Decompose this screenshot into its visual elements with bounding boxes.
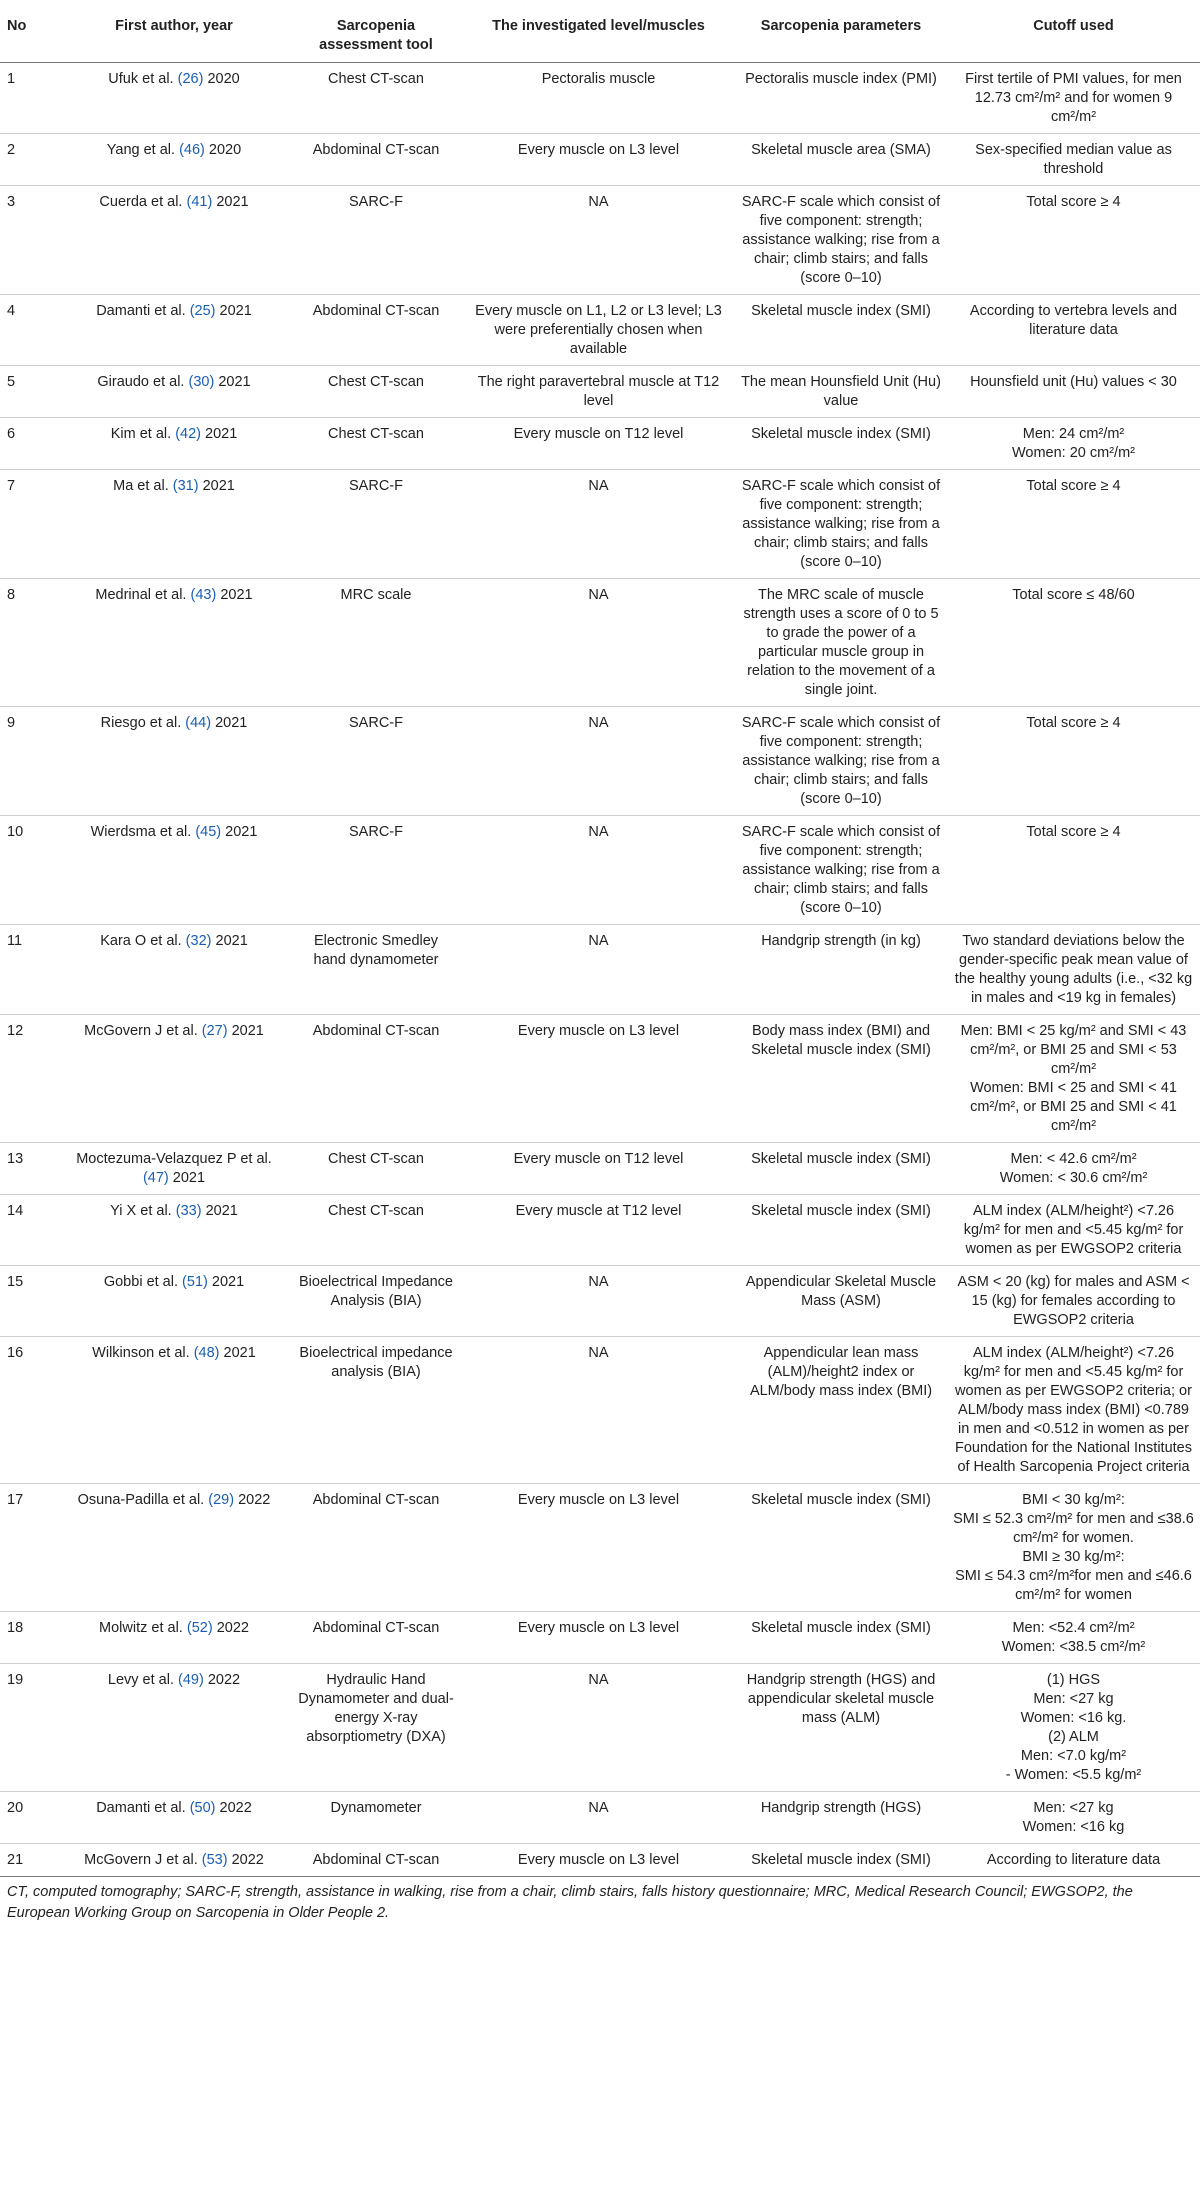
parameters-cell: Handgrip strength (HGS) <box>735 1792 947 1844</box>
table-row <box>0 1664 1200 1792</box>
investigated-level-cell: Every muscle on L3 level <box>462 1015 735 1143</box>
cutoff-line: Men: BMI < 25 kg/m² and SMI < 43 cm²/m², or BMI 25 and SMI < 53 cm²/m² <box>960 1023 1187 1077</box>
author-name: Giraudo et al. <box>97 374 185 390</box>
investigated-level-cell: NA <box>462 579 735 707</box>
author-name: Wilkinson et al. <box>92 1345 190 1361</box>
cutoff-line: BMI ≥ 30 kg/m²: <box>1022 1549 1125 1565</box>
cutoff-cell <box>947 366 1200 418</box>
parameters-cell: Skeletal muscle index (SMI) <box>735 1195 947 1266</box>
cutoff-line: ALM index (ALM/height²) <7.26 kg/m² for men and <5.45 kg/m² for women as per EWGSOP2 criteria; or ALM/body mass index (BMI) <0.789 in men and <0.512 in women as per Foundation for the National Institutes of Health Sarcopenia Project criteria <box>955 1345 1192 1475</box>
author-cell <box>58 925 290 1015</box>
parameters-cell: Skeletal muscle index (SMI) <box>735 1612 947 1664</box>
investigated-level-cell: Every muscle on L1, L2 or L3 level; L3 were preferentially chosen when available <box>462 295 735 366</box>
author-cell <box>58 470 290 579</box>
table-row <box>0 1792 1200 1844</box>
reference-link[interactable]: (31) <box>172 478 199 494</box>
assessment-tool-cell: MRC scale <box>290 579 462 707</box>
investigated-level-cell: Every muscle on L3 level <box>462 1612 735 1664</box>
author-name: Yi X et al. <box>110 1203 172 1219</box>
author-cell <box>58 1143 290 1195</box>
table-row <box>0 1143 1200 1195</box>
cutoff-line: BMI < 30 kg/m²: <box>1022 1492 1125 1508</box>
parameters-cell: Skeletal muscle index (SMI) <box>735 1844 947 1877</box>
cutoff-line: Total score ≥ 4 <box>1026 715 1121 731</box>
cutoff-line: Total score ≥ 4 <box>1026 194 1121 210</box>
reference-link[interactable]: (32) <box>185 933 212 949</box>
assessment-tool-cell: SARC-F <box>290 816 462 925</box>
assessment-tool-cell: Abdominal CT-scan <box>290 1484 462 1612</box>
table-row <box>0 925 1200 1015</box>
publication-year: 2021 <box>231 1023 264 1039</box>
author-cell <box>58 1792 290 1844</box>
author-name: Ufuk et al. <box>108 71 174 87</box>
cutoff-cell <box>947 295 1200 366</box>
parameters-cell: Skeletal muscle index (SMI) <box>735 1484 947 1612</box>
parameters-cell: SARC-F scale which consist of five component: strength; assistance walking; rise from a chair; climb stairs; and falls (score 0–10) <box>735 186 947 295</box>
cutoff-line: ASM < 20 (kg) for males and ASM < 15 (kg) for females according to EWGSOP2 criteria <box>957 1274 1190 1328</box>
investigated-level-cell: NA <box>462 925 735 1015</box>
assessment-tool-cell: Chest CT-scan <box>290 1195 462 1266</box>
table-row <box>0 186 1200 295</box>
assessment-tool-cell: Hydraulic Hand Dynamometer and dual-energy X-ray absorptiometry (DXA) <box>290 1664 462 1792</box>
reference-link[interactable]: (42) <box>175 426 201 442</box>
author-cell <box>58 1266 290 1337</box>
reference-link[interactable]: (46) <box>179 142 205 158</box>
header-params: Sarcopenia parameters <box>735 0 947 63</box>
assessment-tool-cell: Dynamometer <box>290 1792 462 1844</box>
publication-year: 2021 <box>211 1274 245 1290</box>
cutoff-line: (1) HGS <box>1046 1672 1101 1688</box>
cutoff-line: Total score ≥ 4 <box>1026 824 1121 840</box>
parameters-cell: Skeletal muscle index (SMI) <box>735 1143 947 1195</box>
header-no: No <box>0 0 58 63</box>
cutoff-line: Men: <7.0 kg/m² <box>1020 1748 1127 1764</box>
assessment-tool-cell: Chest CT-scan <box>290 366 462 418</box>
table-row <box>0 1195 1200 1266</box>
assessment-tool-cell: Abdominal CT-scan <box>290 134 462 186</box>
assessment-tool-cell: Chest CT-scan <box>290 63 462 134</box>
author-name: Moctezuma-Velazquez P et al. <box>76 1151 272 1167</box>
table-row <box>0 579 1200 707</box>
author-name: Ma et al. <box>113 478 169 494</box>
cutoff-line: Women: <38.5 cm²/m² <box>1001 1639 1146 1655</box>
author-name: Osuna-Padilla et al. <box>77 1492 205 1508</box>
cutoff-line: Men: <27 kg <box>1033 1691 1114 1707</box>
investigated-level-cell: Every muscle on L3 level <box>462 1844 735 1877</box>
header-tool: Sarcopenia assessment tool <box>290 0 462 63</box>
parameters-cell: SARC-F scale which consist of five component: strength; assistance walking; rise from a chair; climb stairs; and falls (score 0–10) <box>735 707 947 816</box>
cutoff-line: Men: 24 cm²/m² <box>1022 426 1125 442</box>
publication-year: 2022 <box>238 1492 271 1508</box>
row-number: 5 <box>0 366 58 418</box>
assessment-tool-cell: SARC-F <box>290 186 462 295</box>
reference-link[interactable]: (41) <box>186 194 213 210</box>
cutoff-line: Total score ≥ 4 <box>1026 478 1121 494</box>
header-cutoff: Cutoff used <box>947 0 1200 63</box>
cutoff-cell <box>947 1792 1200 1844</box>
author-cell <box>58 63 290 134</box>
assessment-tool-cell: Abdominal CT-scan <box>290 1015 462 1143</box>
cutoff-cell <box>947 816 1200 925</box>
publication-year: 2021 <box>215 933 248 949</box>
publication-year: 2020 <box>207 71 240 87</box>
investigated-level-cell: Every muscle at T12 level <box>462 1195 735 1266</box>
author-name: Yang et al. <box>106 142 176 158</box>
cutoff-line: - Women: <5.5 kg/m² <box>1005 1767 1142 1783</box>
publication-year: 2021 <box>225 824 258 840</box>
reference-link[interactable]: (27) <box>201 1023 228 1039</box>
cutoff-line: Women: <16 kg. <box>1020 1710 1127 1726</box>
cutoff-cell <box>947 1195 1200 1266</box>
investigated-level-cell: Every muscle on T12 level <box>462 1143 735 1195</box>
author-name: Riesgo et al. <box>100 715 182 731</box>
assessment-tool-cell: Bioelectrical Impedance Analysis (BIA) <box>290 1266 462 1337</box>
row-number: 4 <box>0 295 58 366</box>
author-name: Kim et al. <box>110 426 172 442</box>
row-number: 11 <box>0 925 58 1015</box>
investigated-level-cell: NA <box>462 1266 735 1337</box>
publication-year: 2022 <box>231 1852 264 1868</box>
cutoff-line: Hounsfield unit (Hu) values < 30 <box>970 374 1177 390</box>
row-number: 2 <box>0 134 58 186</box>
cutoff-line: According to vertebra levels and literature data <box>969 303 1178 338</box>
publication-year: 2021 <box>219 303 252 319</box>
table-row <box>0 1337 1200 1484</box>
reference-link[interactable]: (49) <box>178 1672 204 1688</box>
cutoff-line: Men: < 42.6 cm²/m² <box>1010 1151 1137 1167</box>
row-number: 6 <box>0 418 58 470</box>
cutoff-line: (2) ALM <box>1048 1729 1099 1745</box>
header-level: The investigated level/muscles <box>462 0 735 63</box>
assessment-tool-cell: Abdominal CT-scan <box>290 1612 462 1664</box>
author-cell <box>58 1844 290 1877</box>
parameters-cell: Body mass index (BMI) and Skeletal muscle index (SMI) <box>735 1015 947 1143</box>
row-number: 19 <box>0 1664 58 1792</box>
table-body <box>0 63 1200 1877</box>
investigated-level-cell: NA <box>462 470 735 579</box>
cutoff-line: Women: 20 cm²/m² <box>1011 445 1135 461</box>
publication-year: 2021 <box>215 715 248 731</box>
author-cell <box>58 1484 290 1612</box>
cutoff-cell <box>947 63 1200 134</box>
table-footnote: CT, computed tomography; SARC-F, strength, assistance in walking, rise from a chair, climb stairs, falls history questionnaire; MRC, Medical Research Council; EWGSOP2, the European Working Group on Sarcopenia in Older People 2. <box>7 1884 1133 1921</box>
cutoff-cell <box>947 925 1200 1015</box>
publication-year: 2021 <box>205 426 238 442</box>
table-row <box>0 1484 1200 1612</box>
reference-link[interactable]: (30) <box>188 374 215 390</box>
cutoff-cell <box>947 1337 1200 1484</box>
table-header <box>0 0 1200 63</box>
publication-year: 2022 <box>219 1800 252 1816</box>
publication-year: 2021 <box>220 587 253 603</box>
cutoff-cell <box>947 470 1200 579</box>
author-cell <box>58 418 290 470</box>
investigated-level-cell: NA <box>462 1337 735 1484</box>
investigated-level-cell: NA <box>462 186 735 295</box>
row-number: 17 <box>0 1484 58 1612</box>
table-row <box>0 1266 1200 1337</box>
cutoff-cell <box>947 1612 1200 1664</box>
investigated-level-cell: NA <box>462 1664 735 1792</box>
investigated-level-cell: Every muscle on L3 level <box>462 1484 735 1612</box>
author-cell <box>58 366 290 418</box>
cutoff-line: Women: < 30.6 cm²/m² <box>999 1170 1148 1186</box>
investigated-level-cell: Every muscle on T12 level <box>462 418 735 470</box>
row-number: 20 <box>0 1792 58 1844</box>
author-name: McGovern J et al. <box>84 1852 198 1868</box>
author-cell <box>58 186 290 295</box>
publication-year: 2021 <box>202 478 235 494</box>
publication-year: 2021 <box>172 1170 206 1186</box>
cutoff-line: Two standard deviations below the gender-specific peak mean value of the healthy young adults (i.e., <32 kg in males and <19 kg in females) <box>954 933 1193 1006</box>
parameters-cell: Appendicular Skeletal Muscle Mass (ASM) <box>735 1266 947 1337</box>
author-name: McGovern J et al. <box>84 1023 198 1039</box>
reference-link[interactable]: (45) <box>195 824 222 840</box>
row-number: 12 <box>0 1015 58 1143</box>
assessment-tool-cell: SARC-F <box>290 470 462 579</box>
row-number: 16 <box>0 1337 58 1484</box>
assessment-tool-cell: Abdominal CT-scan <box>290 1844 462 1877</box>
author-name: Medrinal et al. <box>95 587 187 603</box>
cutoff-cell <box>947 707 1200 816</box>
cutoff-cell <box>947 579 1200 707</box>
author-cell <box>58 1612 290 1664</box>
header-author: First author, year <box>58 0 290 63</box>
parameters-cell: SARC-F scale which consist of five component: strength; assistance walking; rise from a chair; climb stairs; and falls (score 0–10) <box>735 470 947 579</box>
investigated-level-cell: The right paravertebral muscle at T12 level <box>462 366 735 418</box>
reference-link[interactable]: (52) <box>186 1620 213 1636</box>
table-row <box>0 816 1200 925</box>
cutoff-line: SMI ≤ 52.3 cm²/m² for men and ≤38.6 cm²/m² for women. <box>953 1511 1194 1546</box>
assessment-tool-cell: Bioelectrical impedance analysis (BIA) <box>290 1337 462 1484</box>
assessment-tool-cell: SARC-F <box>290 707 462 816</box>
table-row <box>0 63 1200 134</box>
investigated-level-cell: Pectoralis muscle <box>462 63 735 134</box>
table-row <box>0 134 1200 186</box>
cutoff-line: Total score ≤ 48/60 <box>1012 587 1135 603</box>
parameters-cell: Skeletal muscle index (SMI) <box>735 418 947 470</box>
author-name: Damanti et al. <box>96 1800 186 1816</box>
row-number: 9 <box>0 707 58 816</box>
parameters-cell: Pectoralis muscle index (PMI) <box>735 63 947 134</box>
row-number: 21 <box>0 1844 58 1877</box>
row-number: 15 <box>0 1266 58 1337</box>
cutoff-line: Men: <27 kg <box>1033 1800 1114 1816</box>
investigated-level-cell: NA <box>462 707 735 816</box>
author-cell <box>58 1015 290 1143</box>
publication-year: 2021 <box>216 194 249 210</box>
reference-link[interactable]: (53) <box>201 1852 228 1868</box>
author-cell <box>58 579 290 707</box>
parameters-cell: Handgrip strength (HGS) and appendicular skeletal muscle mass (ALM) <box>735 1664 947 1792</box>
cutoff-cell <box>947 1844 1200 1877</box>
author-name: Gobbi et al. <box>103 1274 179 1290</box>
row-number: 1 <box>0 63 58 134</box>
cutoff-cell <box>947 1015 1200 1143</box>
parameters-cell: Appendicular lean mass (ALM)/height2 index or ALM/body mass index (BMI) <box>735 1337 947 1484</box>
cutoff-line: First tertile of PMI values, for men 12.73 cm²/m² and for women 9 cm²/m² <box>965 71 1182 125</box>
table-row <box>0 366 1200 418</box>
parameters-cell: The mean Hounsfield Unit (Hu) value <box>735 366 947 418</box>
row-number: 3 <box>0 186 58 295</box>
reference-link[interactable]: (43) <box>190 587 217 603</box>
reference-link[interactable]: (25) <box>189 303 216 319</box>
row-number: 8 <box>0 579 58 707</box>
author-cell <box>58 134 290 186</box>
reference-link[interactable]: (51) <box>182 1274 208 1290</box>
reference-link[interactable]: (50) <box>189 1800 216 1816</box>
assessment-tool-cell: Abdominal CT-scan <box>290 295 462 366</box>
publication-year: 2021 <box>223 1345 256 1361</box>
parameters-cell: Skeletal muscle area (SMA) <box>735 134 947 186</box>
parameters-cell: Skeletal muscle index (SMI) <box>735 295 947 366</box>
parameters-cell: The MRC scale of muscle strength uses a score of 0 to 5 to grade the power of a particular muscle group in relation to the movement of a single joint. <box>735 579 947 707</box>
investigated-level-cell: Every muscle on L3 level <box>462 134 735 186</box>
publication-year: 2020 <box>208 142 242 158</box>
cutoff-line: ALM index (ALM/height²) <7.26 kg/m² for men and <5.45 kg/m² for women as per EWGSOP2 criteria <box>963 1203 1184 1257</box>
table-row <box>0 1015 1200 1143</box>
reference-link[interactable]: (44) <box>185 715 212 731</box>
row-number: 13 <box>0 1143 58 1195</box>
table-row <box>0 295 1200 366</box>
cutoff-cell <box>947 1664 1200 1792</box>
investigated-level-cell: NA <box>462 1792 735 1844</box>
author-cell <box>58 1195 290 1266</box>
table-row <box>0 418 1200 470</box>
parameters-cell: Handgrip strength (in kg) <box>735 925 947 1015</box>
publication-year: 2022 <box>216 1620 249 1636</box>
row-number: 18 <box>0 1612 58 1664</box>
author-name: Levy et al. <box>107 1672 174 1688</box>
reference-link[interactable]: (29) <box>208 1492 235 1508</box>
reference-link[interactable]: (47) <box>142 1170 169 1186</box>
author-cell <box>58 1664 290 1792</box>
reference-link[interactable]: (33) <box>175 1203 202 1219</box>
table-row <box>0 1844 1200 1877</box>
author-cell <box>58 1337 290 1484</box>
author-name: Molwitz et al. <box>99 1620 183 1636</box>
cutoff-line: According to literature data <box>986 1852 1161 1868</box>
cutoff-cell <box>947 1484 1200 1612</box>
publication-year: 2021 <box>218 374 251 390</box>
author-cell <box>58 816 290 925</box>
author-cell <box>58 295 290 366</box>
cutoff-cell <box>947 418 1200 470</box>
row-number: 7 <box>0 470 58 579</box>
publication-year: 2021 <box>205 1203 238 1219</box>
cutoff-line: SMI ≤ 54.3 cm²/m²for men and ≤46.6 cm²/m² for women <box>955 1568 1192 1603</box>
cutoff-cell <box>947 1143 1200 1195</box>
row-number: 14 <box>0 1195 58 1266</box>
cutoff-line: Women: <16 kg <box>1022 1819 1125 1835</box>
row-number: 10 <box>0 816 58 925</box>
cutoff-line: Women: BMI < 25 and SMI < 41 cm²/m², or BMI 25 and SMI < 41 cm²/m² <box>970 1080 1177 1134</box>
cutoff-line: Sex-specified median value as threshold <box>975 142 1172 177</box>
cutoff-cell <box>947 186 1200 295</box>
table-row <box>0 470 1200 579</box>
parameters-cell: SARC-F scale which consist of five component: strength; assistance walking; rise from a chair; climb stairs; and falls (score 0–10) <box>735 816 947 925</box>
reference-link[interactable]: (48) <box>193 1345 220 1361</box>
author-name: Cuerda et al. <box>99 194 183 210</box>
assessment-tool-cell: Chest CT-scan <box>290 418 462 470</box>
assessment-tool-cell: Electronic Smedley hand dynamometer <box>290 925 462 1015</box>
author-name: Kara O et al. <box>100 933 182 949</box>
author-name: Wierdsma et al. <box>90 824 192 840</box>
publication-year: 2022 <box>207 1672 241 1688</box>
table-row <box>0 1612 1200 1664</box>
cutoff-cell <box>947 134 1200 186</box>
assessment-tool-cell: Chest CT-scan <box>290 1143 462 1195</box>
header-row <box>0 0 1200 63</box>
reference-link[interactable]: (26) <box>177 71 204 87</box>
investigated-level-cell: NA <box>462 816 735 925</box>
author-name: Damanti et al. <box>96 303 186 319</box>
author-cell <box>58 707 290 816</box>
cutoff-cell <box>947 1266 1200 1337</box>
cutoff-line: Men: <52.4 cm²/m² <box>1012 1620 1135 1636</box>
table-row <box>0 707 1200 816</box>
